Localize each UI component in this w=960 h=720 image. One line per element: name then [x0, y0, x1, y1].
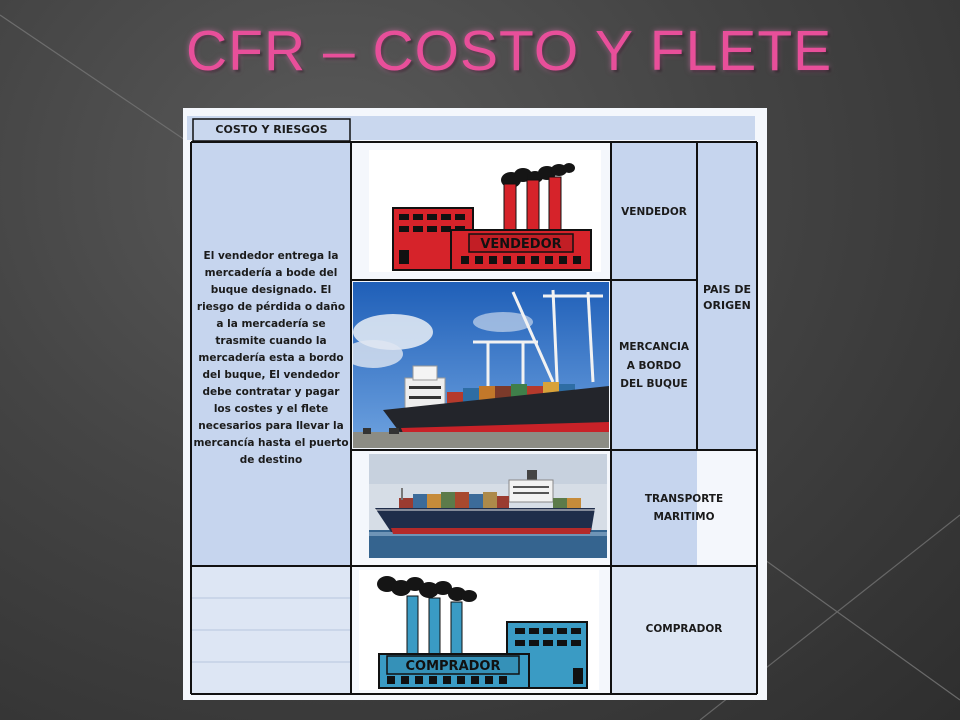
slide-title: CFR – COSTO Y FLETE	[186, 19, 833, 83]
label-vendedor: VENDEDOR	[621, 206, 687, 219]
cfr-table-image	[183, 108, 767, 700]
vendedor-factory-image	[369, 150, 601, 272]
cfr-description: El vendedor entrega la mercadería a bode del buque designado. El riesgo de pérdida o daño a la mercadería se trasmite cuando la mercadería esta a bordo del buque, El vendedor debe contratar y pagar los costes y el flete necesarios para llevar la mercancía hasta el puerto de destino	[193, 249, 349, 466]
cargo-ship-port-icon	[353, 282, 609, 448]
ship-in-port-image	[353, 282, 609, 448]
container-ship-icon	[369, 454, 607, 558]
vendedor-sign-text: VENDEDOR	[480, 237, 562, 252]
factory-comprador-icon	[359, 570, 599, 690]
header-label: COSTO Y RIESGOS	[215, 122, 328, 136]
label-transporte-maritimo: TRANSPORTE MARITIMO	[644, 492, 724, 523]
comprador-sign-text: COMPRADOR	[405, 659, 501, 674]
label-comprador: COMPRADOR	[645, 623, 723, 636]
ship-at-sea-image	[369, 454, 607, 558]
factory-vendedor-icon	[369, 150, 601, 272]
label-pais-de-origen: PAIS DE ORIGEN	[702, 282, 752, 312]
comprador-factory-image	[359, 570, 599, 690]
label-mercancia-a-bordo: MERCANCIA A BORDO DEL BUQUE	[618, 341, 690, 391]
